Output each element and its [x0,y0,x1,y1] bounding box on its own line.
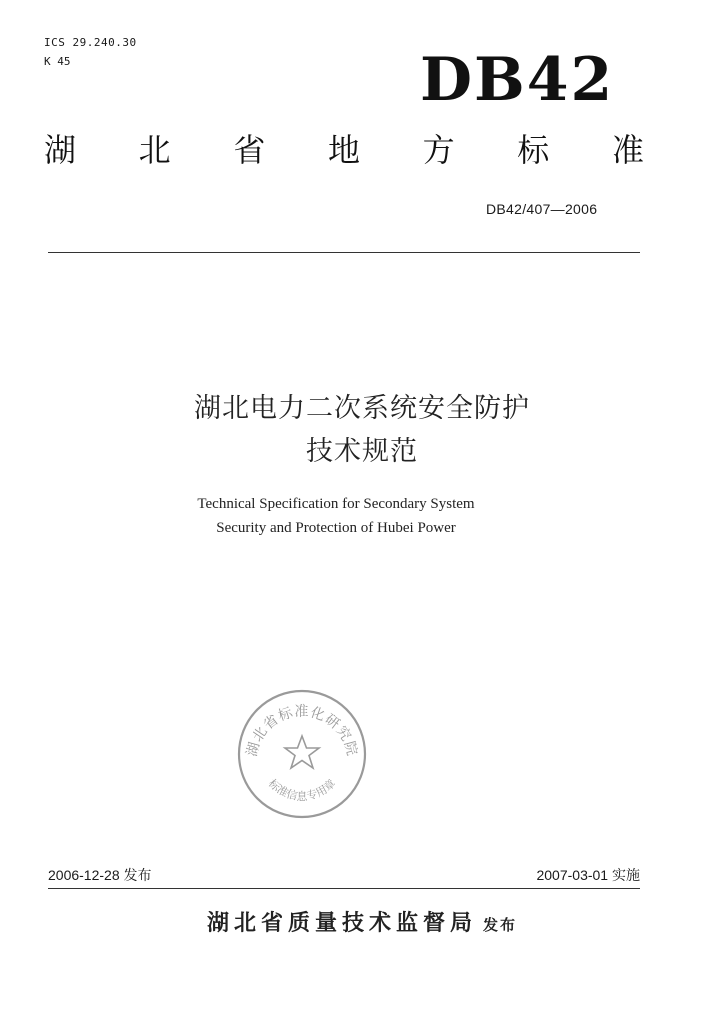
ics-code: ICS 29.240.30 [44,36,137,49]
publisher-name: 湖北省质量技术监督局 [206,911,477,936]
standard-type-char: 地 [327,131,360,169]
header-divider [48,252,640,253]
title-chinese-line1: 湖北电力二次系统安全防护 [194,393,530,424]
standard-type-char: 准 [611,131,644,169]
standard-type-char: 省 [233,131,266,169]
title-english-line2: Security and Protection of Hubei Power [216,520,456,536]
issue-date: 2006-12-28 发布 [48,867,152,883]
title-english-line1: Technical Specification for Secondary System [197,496,475,512]
standard-logo: DB42 [420,45,615,115]
star-icon [285,736,319,768]
standard-type-heading [44,130,644,170]
official-seal [236,688,368,820]
standard-type-char: 标 [517,131,550,169]
standard-number: DB42/407—2006 [486,201,598,217]
footer-divider [48,888,640,889]
seal-top-text: 湖北省标准化研究院 [244,704,360,759]
title-chinese-line2: 技术规范 [306,436,418,467]
publisher-suffix: 发布 [483,916,518,934]
publisher-line [0,910,724,939]
classification-code: K 45 [44,55,71,68]
standard-type-char: 北 [138,131,171,169]
implementation-date: 2007-03-01 实施 [536,867,640,883]
seal-bottom-text: 标准信息专用章 [265,776,339,803]
standard-type-char: 方 [422,131,455,169]
standard-type-char: 湖 [44,131,77,169]
